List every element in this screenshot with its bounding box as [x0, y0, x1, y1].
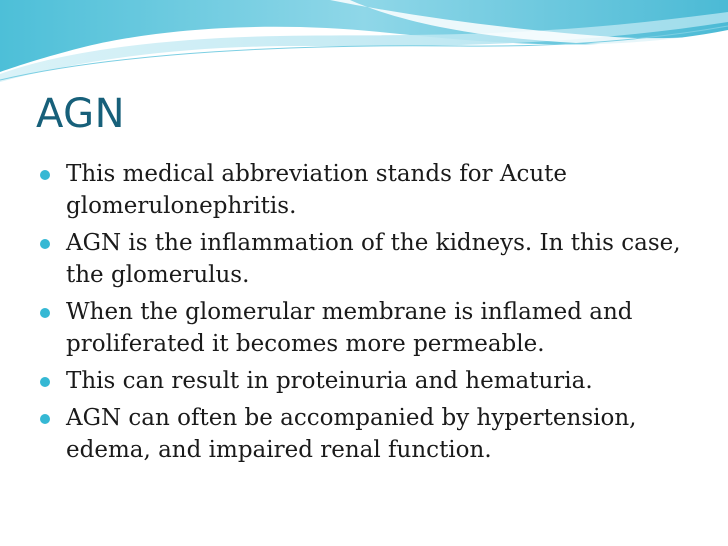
bullet-list: [38, 158, 688, 471]
bullet-text: This medical abbreviation stands for Acute glomerulonephritis.: [66, 161, 568, 219]
header-wave-decoration: [0, 0, 728, 90]
bullet-item: [38, 296, 688, 360]
bullet-text: AGN is the inflammation of the kidneys. In this case, the glomerulus.: [66, 230, 681, 288]
round-bullet-icon: [40, 308, 50, 318]
round-bullet-icon: [40, 170, 50, 180]
round-bullet-icon: [40, 414, 50, 424]
bullet-text: When the glomerular membrane is inflamed and proliferated it becomes more permeable.: [66, 299, 633, 357]
bullet-item: [38, 158, 688, 222]
bullet-item: [38, 402, 688, 466]
bullet-text: This can result in proteinuria and hematuria.: [66, 368, 593, 394]
bullet-text: AGN can often be accompanied by hypertension, edema, and impaired renal function.: [66, 405, 637, 463]
round-bullet-icon: [40, 377, 50, 387]
slide-title: AGN: [36, 91, 126, 137]
bullet-item: [38, 227, 688, 291]
bullet-item: [38, 365, 688, 397]
round-bullet-icon: [40, 239, 50, 249]
